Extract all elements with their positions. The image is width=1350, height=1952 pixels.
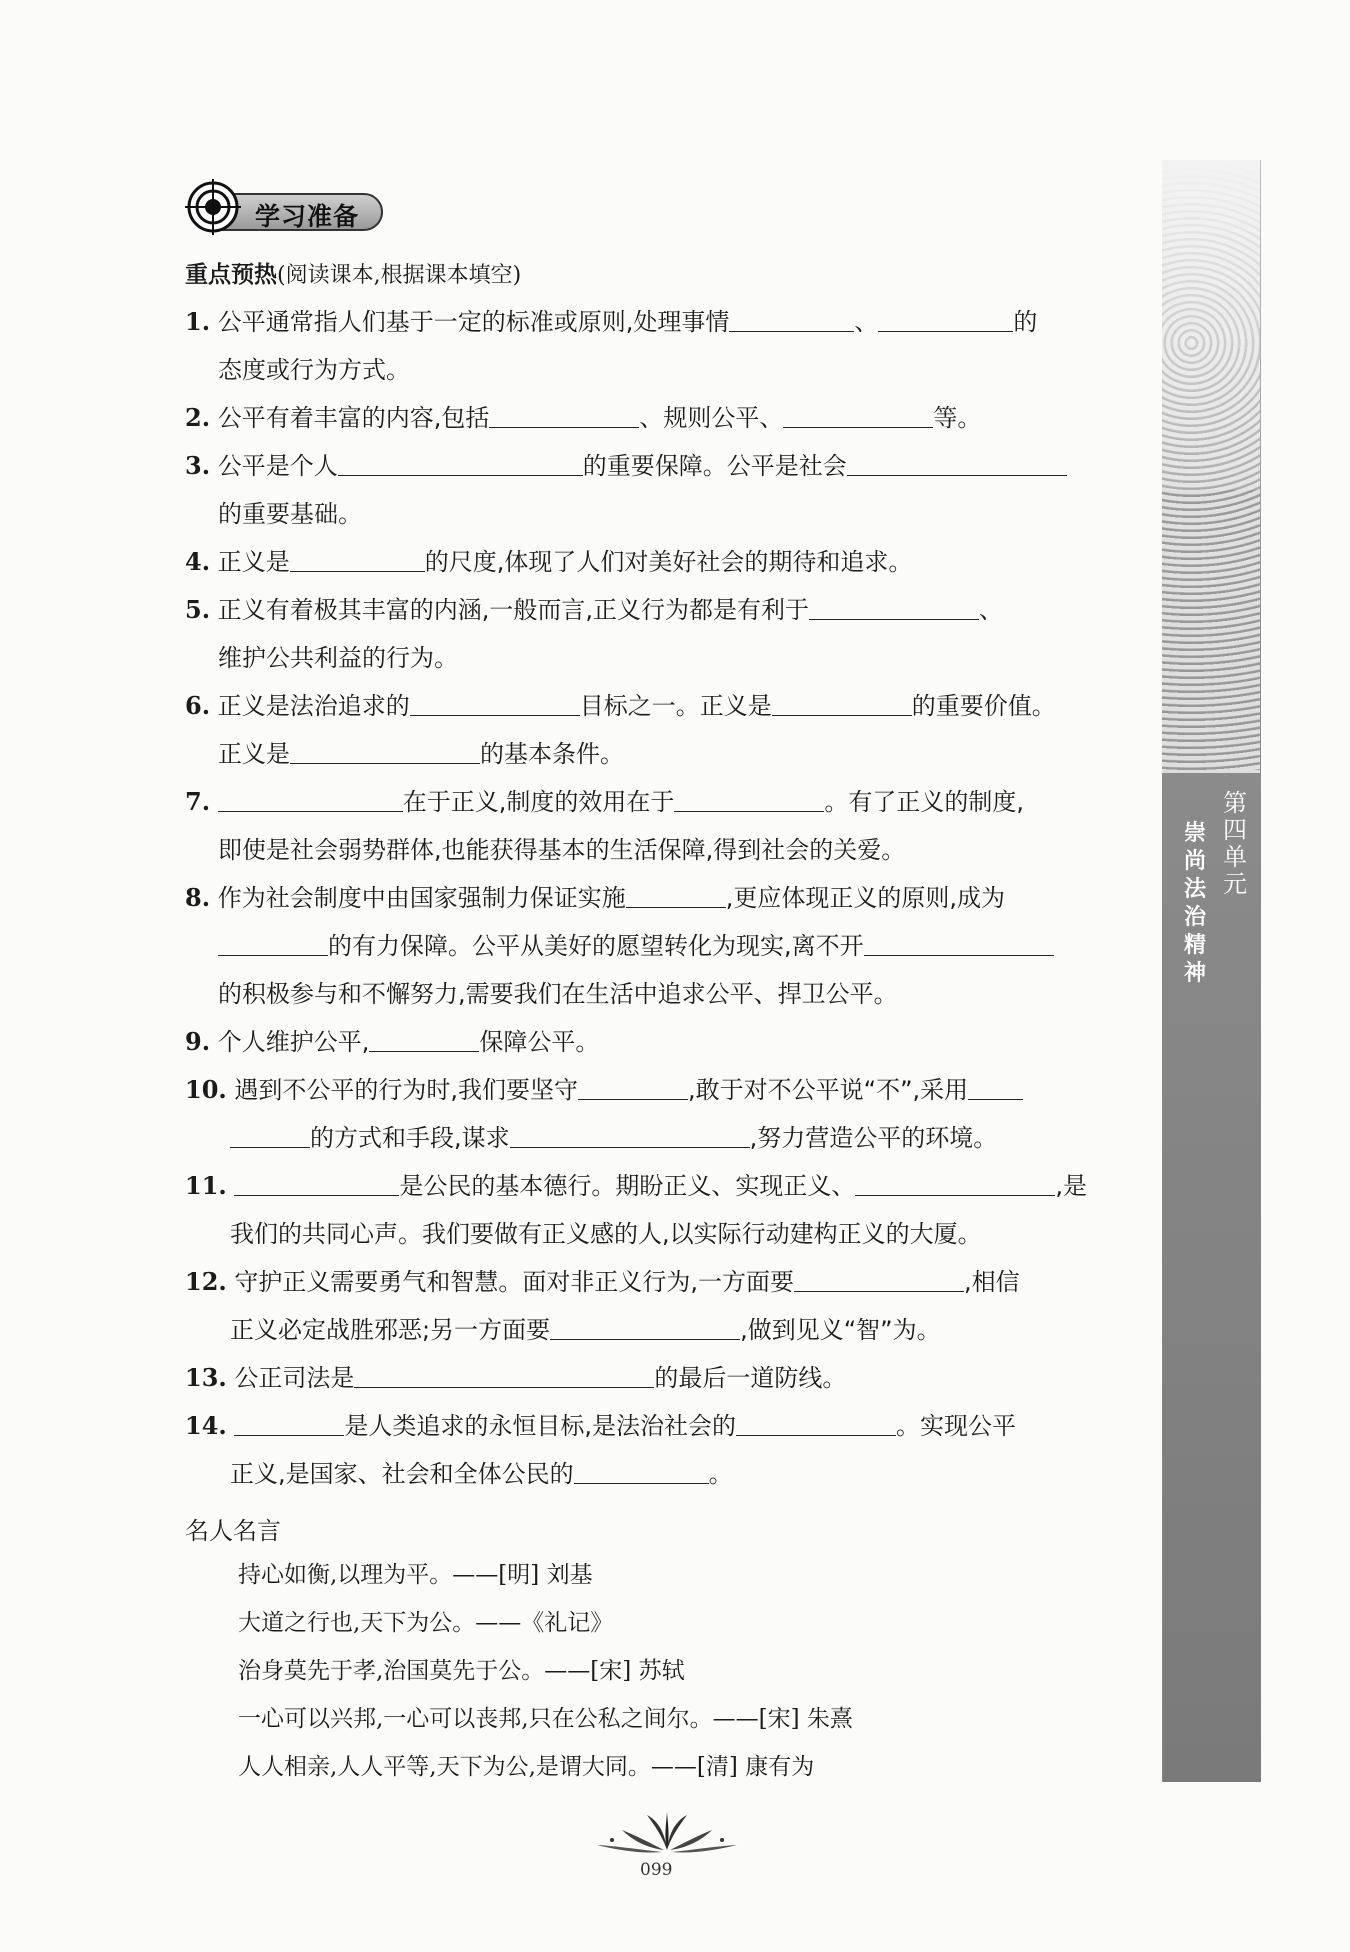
blank-field[interactable] <box>218 927 328 956</box>
question-text: ,做到见义“智”为。 <box>740 1316 941 1344</box>
question-11 <box>185 1162 1140 1258</box>
blank-field[interactable] <box>578 1071 688 1100</box>
page-number: 099 <box>640 1860 673 1880</box>
section-title: 学习准备 <box>255 202 360 231</box>
question-text: 我们的共同心声。我们要做有正义感的人,以实际行动建构正义的大厦。 <box>230 1220 982 1248</box>
blank-field[interactable] <box>290 735 480 764</box>
blank-field[interactable] <box>290 543 425 572</box>
question-text: 的重要价值。 <box>911 692 1056 720</box>
blank-field[interactable] <box>338 447 583 476</box>
question-number: 12. <box>185 1267 227 1296</box>
quote-line: 人人相亲,人人平等,天下为公,是谓大同。——[清] 康有为 <box>238 1754 815 1780</box>
question-13 <box>185 1354 1140 1402</box>
question-text: 公平通常指人们基于一定的标准或原则,处理事情 <box>217 308 730 336</box>
blank-field[interactable] <box>847 447 1067 476</box>
question-text: 。有了正义的制度, <box>824 788 1024 816</box>
question-text: 正义是 <box>218 740 290 768</box>
question-text: 是公民的基本德行。期盼正义、实现正义、 <box>399 1172 856 1200</box>
blank-field[interactable] <box>626 879 726 908</box>
question-1 <box>185 298 1140 394</box>
question-text: 。 <box>708 1460 733 1488</box>
question-text: 、 <box>978 596 1003 624</box>
blank-field[interactable] <box>510 1119 750 1148</box>
question-text: 等。 <box>933 404 982 432</box>
blank-field[interactable] <box>410 687 580 716</box>
ornament-icon <box>592 1810 742 1860</box>
side-tab-fade <box>1162 160 1260 490</box>
question-14 <box>185 1402 1140 1498</box>
side-tab-divider <box>1162 770 1260 773</box>
blank-field[interactable] <box>369 1023 479 1052</box>
blank-field[interactable] <box>354 1359 654 1388</box>
blank-field[interactable] <box>234 1407 344 1436</box>
blank-field[interactable] <box>878 303 1013 332</box>
quote-line: 一心可以兴邦,一心可以丧邦,只在公私之间尔。——[宋] 朱熹 <box>238 1706 853 1732</box>
question-text: 维护公共利益的行为。 <box>218 644 458 672</box>
question-text: 在于正义,制度的效用在于 <box>402 788 675 816</box>
sub-heading-note: (阅读课本,根据课本填空) <box>277 263 522 288</box>
question-text: ,敢于对不公平说“不”,采用 <box>688 1076 969 1104</box>
question-number: 4. <box>185 547 211 576</box>
question-8 <box>185 874 1140 1018</box>
question-9 <box>185 1018 1140 1066</box>
question-text: 的基本条件。 <box>480 740 624 768</box>
blank-field[interactable] <box>234 1167 399 1196</box>
question-12 <box>185 1258 1140 1354</box>
section-badge <box>185 185 385 235</box>
question-number: 14. <box>185 1411 227 1440</box>
blank-field[interactable] <box>968 1071 1023 1100</box>
blank-field[interactable] <box>736 1407 896 1436</box>
blank-field[interactable] <box>783 399 933 428</box>
blank-field[interactable] <box>809 591 979 620</box>
question-3 <box>185 442 1140 538</box>
question-text: 正义必定战胜邪恶;另一方面要 <box>230 1316 551 1344</box>
question-number: 3. <box>185 451 211 480</box>
question-6 <box>185 682 1140 778</box>
question-text: 的积极参与和不懈努力,需要我们在生活中追求公平、捍卫公平。 <box>218 980 898 1008</box>
blank-field[interactable] <box>772 687 912 716</box>
target-icon <box>185 179 241 235</box>
question-text: 正义是法治追求的 <box>217 692 410 720</box>
blank-field[interactable] <box>218 783 403 812</box>
question-text: 遇到不公平的行为时,我们要坚守 <box>234 1076 579 1104</box>
question-text: 公平有着丰富的内容,包括 <box>217 404 490 432</box>
question-text: 个人维护公平, <box>217 1028 370 1056</box>
question-7 <box>185 778 1140 874</box>
question-text: ,相信 <box>964 1268 1020 1296</box>
question-10 <box>185 1066 1140 1162</box>
question-text: 的重要基础。 <box>218 500 362 528</box>
question-number: 2. <box>185 403 211 432</box>
blank-field[interactable] <box>489 399 639 428</box>
question-number: 8. <box>185 883 211 912</box>
question-number: 6. <box>185 691 211 720</box>
question-number: 11. <box>185 1171 227 1200</box>
question-text: 是人类追求的永恒目标,是法治社会的 <box>344 1412 737 1440</box>
question-number: 13. <box>185 1363 227 1392</box>
question-text: 公平是个人 <box>217 452 338 480</box>
quotes-title: 名人名言 <box>185 1517 281 1545</box>
question-2 <box>185 394 1140 442</box>
question-number: 10. <box>185 1075 227 1104</box>
sub-heading <box>185 256 521 289</box>
question-text: 的最后一道防线。 <box>654 1364 847 1392</box>
question-text: ,更应体现正义的原则,成为 <box>725 884 1005 912</box>
question-text: 的尺度,体现了人们对美好社会的期待和追求。 <box>424 548 913 576</box>
question-text: 的方式和手段,谋求 <box>310 1124 510 1152</box>
question-text: 即使是社会弱势群体,也能获得基本的生活保障,得到社会的关爱。 <box>218 836 906 864</box>
blank-field[interactable] <box>574 1455 709 1484</box>
blank-field[interactable] <box>550 1311 740 1340</box>
question-text: 正义有着极其丰富的内涵,一般而言,正义行为都是有利于 <box>217 596 809 624</box>
blank-field[interactable] <box>794 1263 964 1292</box>
question-text: 作为社会制度中由国家强制力保证实施 <box>217 884 626 912</box>
question-number: 9. <box>185 1027 211 1056</box>
blank-field[interactable] <box>230 1119 310 1148</box>
question-text: ,是 <box>1055 1172 1088 1200</box>
blank-field[interactable] <box>855 1167 1055 1196</box>
quote-line: 治身莫先于孝,治国莫先于公。——[宋] 苏轼 <box>238 1658 685 1684</box>
sub-heading-bold: 重点预热 <box>185 262 277 288</box>
question-text: 公正司法是 <box>234 1364 355 1392</box>
question-text: 的 <box>1013 308 1038 336</box>
question-text: 目标之一。正义是 <box>579 692 772 720</box>
question-text: 的重要保障。公平是社会 <box>582 452 847 480</box>
blank-field[interactable] <box>729 303 854 332</box>
unit-name: 崇尚法治精神 <box>1183 821 1206 986</box>
question-number: 1. <box>185 307 211 336</box>
question-text: 正义,是国家、社会和全体公民的 <box>230 1460 574 1488</box>
question-text: 态度或行为方式。 <box>218 356 410 384</box>
question-4 <box>185 538 1140 586</box>
unit-title: 第四单元 <box>1223 789 1247 898</box>
question-text: 守护正义需要勇气和智慧。面对非正义行为,一方面要 <box>234 1268 795 1296</box>
quote-line: 大道之行也,天下为公。——《礼记》 <box>238 1610 614 1636</box>
question-text: 。实现公平 <box>896 1412 1017 1440</box>
question-text: 保障公平。 <box>479 1028 600 1056</box>
question-text: 、 <box>854 308 879 336</box>
question-number: 5. <box>185 595 211 624</box>
question-text: 正义是 <box>217 548 290 576</box>
blank-field[interactable] <box>674 783 824 812</box>
question-text: 、规则公平、 <box>639 404 784 432</box>
blank-field[interactable] <box>864 927 1054 956</box>
question-5 <box>185 586 1140 682</box>
quote-line: 持心如衡,以理为平。——[明] 刘基 <box>238 1562 593 1588</box>
question-number: 7. <box>185 787 211 816</box>
question-text: 的有力保障。公平从美好的愿望转化为现实,离不开 <box>328 932 864 960</box>
question-text: ,努力营造公平的环境。 <box>749 1124 998 1152</box>
